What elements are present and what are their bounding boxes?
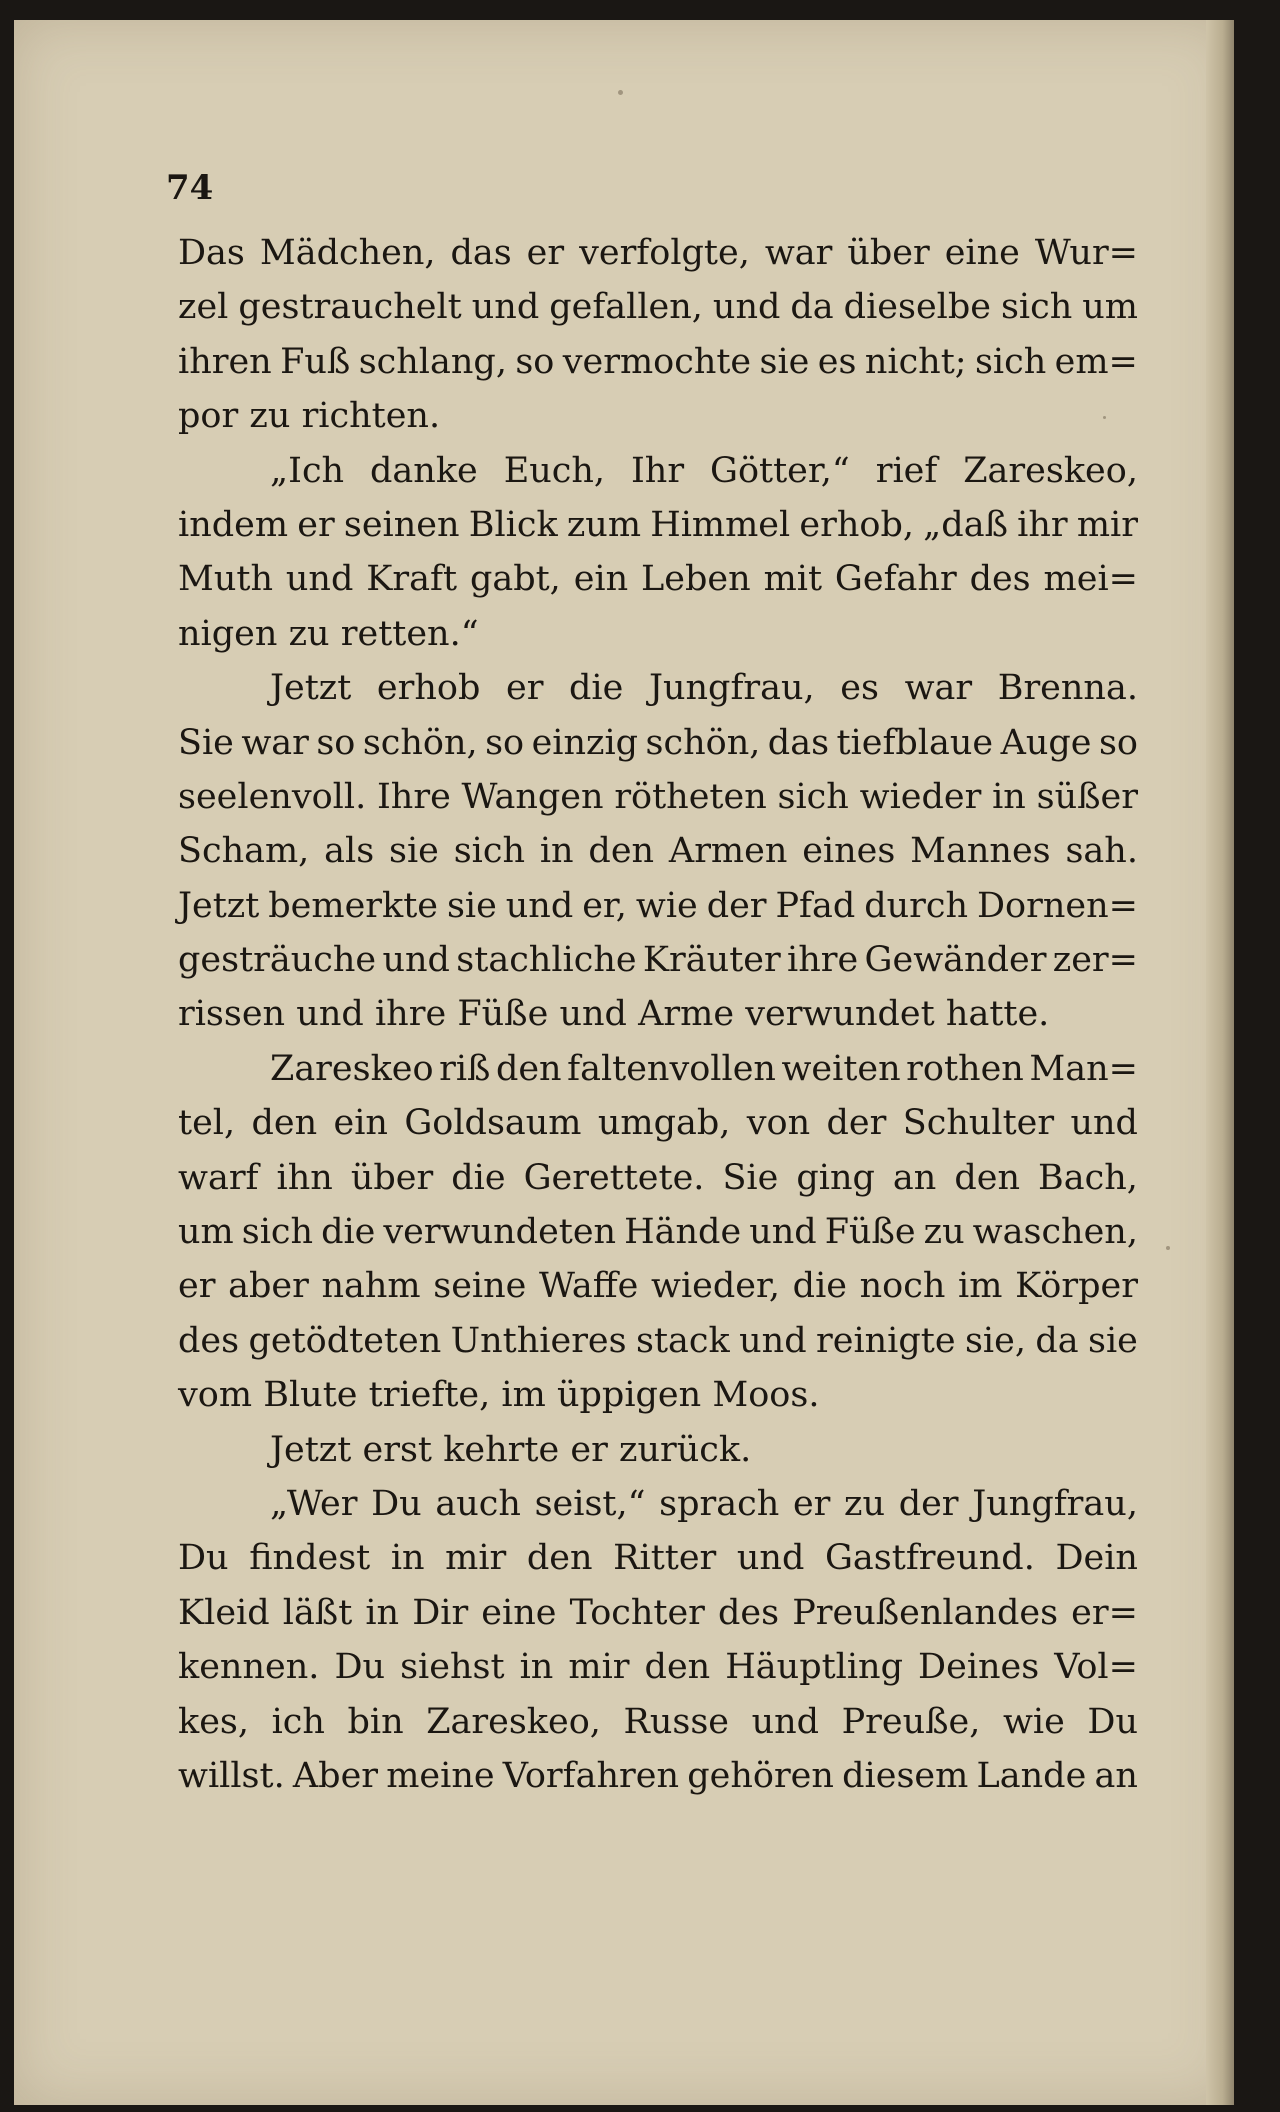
word: der <box>706 885 767 926</box>
word: so <box>485 722 525 763</box>
word: Tochter <box>569 1592 705 1633</box>
word: wieder <box>859 776 982 817</box>
word: Schulter <box>902 1103 1055 1144</box>
word: Das <box>178 233 245 273</box>
word: em= <box>1054 341 1138 382</box>
word: aber <box>228 1266 309 1307</box>
word: „Wer <box>270 1483 358 1524</box>
word: bin <box>347 1701 404 1742</box>
word: den <box>644 1647 711 1688</box>
word: Hände <box>624 1212 742 1253</box>
word: des <box>718 1592 780 1633</box>
word: ein <box>333 1103 388 1144</box>
word: por <box>178 396 239 437</box>
word: zu <box>844 1483 886 1524</box>
word: Jetzt <box>270 1429 352 1470</box>
word: Füße <box>824 1212 916 1253</box>
word: eine <box>944 233 1020 273</box>
word: Jungfrau, <box>972 1483 1138 1524</box>
word: dieselbe <box>843 287 991 328</box>
word: und <box>505 885 574 926</box>
word: so <box>515 341 555 382</box>
word: seinen <box>343 504 460 545</box>
paper-speck <box>618 90 623 95</box>
word: und <box>739 1320 807 1361</box>
word: kes, <box>178 1701 250 1742</box>
text-line <box>178 1368 1138 1422</box>
word: erst <box>362 1429 432 1470</box>
word: Ihre <box>376 776 451 817</box>
word: war <box>241 722 309 763</box>
body-text <box>178 226 1138 1803</box>
word: an <box>1094 1755 1138 1796</box>
word: ihre <box>374 994 447 1035</box>
word: mir <box>1076 504 1138 545</box>
word: Preußenlandes <box>792 1592 1059 1633</box>
text-line <box>178 1477 1138 1531</box>
word: weiten <box>781 1048 901 1089</box>
word: und <box>749 1212 817 1253</box>
word: der <box>898 1483 959 1524</box>
word: schön, <box>645 722 761 763</box>
word: ihr <box>1017 504 1068 545</box>
text-line <box>178 335 1138 389</box>
word: „Ich <box>270 450 345 491</box>
text-line <box>178 987 1138 1041</box>
word: nigen <box>178 613 278 654</box>
word: durch <box>864 885 969 926</box>
word: stack <box>636 1320 730 1361</box>
word: Gastfreund. <box>824 1538 1035 1579</box>
word: er <box>297 504 335 545</box>
word: Dornen= <box>976 885 1138 926</box>
word: richten. <box>301 396 441 437</box>
text-line <box>178 498 1138 552</box>
word: Deines <box>918 1647 1040 1688</box>
word: das <box>767 722 830 763</box>
word: den <box>251 1103 318 1144</box>
word: Arme <box>638 994 735 1035</box>
word: er <box>570 1429 608 1470</box>
word: wie <box>635 885 698 926</box>
word: Jungfrau, <box>648 668 815 709</box>
word: Gefahr <box>834 559 957 600</box>
word: danke <box>370 450 478 491</box>
word: im <box>501 1375 546 1416</box>
word: Ihr <box>630 450 685 491</box>
text-line <box>178 1151 1138 1205</box>
word: Füße <box>457 994 549 1035</box>
word: Du <box>1087 1701 1138 1742</box>
text-line <box>178 824 1138 878</box>
word: auch <box>435 1483 521 1524</box>
word: Himmel <box>650 504 791 545</box>
word: des <box>178 1320 240 1361</box>
word: tiefblaue <box>836 722 994 763</box>
word: zu <box>288 613 330 654</box>
word: sie <box>446 885 497 926</box>
word: rothen <box>906 1048 1024 1089</box>
text-line <box>178 1314 1138 1368</box>
word: diesem <box>842 1755 969 1796</box>
word: schön, <box>362 722 478 763</box>
text-line <box>178 1531 1138 1585</box>
word: läßt <box>282 1592 353 1633</box>
word: sah. <box>1065 831 1138 872</box>
text-line <box>178 661 1138 715</box>
word: gesträuche <box>178 940 377 981</box>
word: hatte. <box>945 994 1050 1035</box>
word: mir <box>445 1538 507 1579</box>
word: die <box>451 1157 506 1198</box>
word: Brenna. <box>997 668 1138 709</box>
word: da <box>790 287 834 328</box>
word: Gerettete. <box>523 1157 705 1198</box>
word: Bach, <box>1038 1157 1138 1198</box>
text-line <box>178 607 1138 661</box>
word: Blute <box>263 1375 358 1416</box>
word: gefallen, <box>549 287 703 328</box>
word: und <box>296 994 364 1035</box>
text-line <box>178 1695 1138 1749</box>
word: den <box>954 1157 1021 1198</box>
word: zu <box>923 1212 965 1253</box>
word: Wangen <box>461 776 604 817</box>
word: süßer <box>1036 776 1138 817</box>
word: ich <box>271 1701 325 1742</box>
word: mit <box>763 559 823 600</box>
word: in <box>365 1592 400 1633</box>
text-line <box>178 1205 1138 1259</box>
word: Dein <box>1055 1538 1138 1579</box>
word: willst. <box>178 1755 285 1796</box>
text-line <box>178 1640 1138 1694</box>
word: in <box>992 776 1026 817</box>
text-line <box>178 1586 1138 1640</box>
text-line <box>178 226 1138 280</box>
word: wieder, <box>651 1266 781 1307</box>
word: um <box>178 1212 234 1253</box>
word: und <box>1070 1103 1138 1144</box>
word: im <box>958 1266 1003 1307</box>
word: sich <box>1000 287 1073 328</box>
word: in <box>539 831 574 872</box>
word: zer= <box>1052 940 1138 981</box>
word: retten.“ <box>340 613 479 654</box>
word: Preuße, <box>841 1701 981 1742</box>
word: er <box>178 1266 216 1307</box>
word: verwundeten <box>383 1212 617 1253</box>
word: Du <box>371 1483 422 1524</box>
word: er <box>526 233 565 273</box>
word: Zareskeo <box>270 1048 434 1089</box>
text-line <box>178 933 1138 987</box>
word: den <box>495 1048 562 1089</box>
word: zu <box>249 396 291 437</box>
text-line <box>178 389 1138 443</box>
word: den <box>526 1538 593 1579</box>
word: seine <box>433 1266 527 1307</box>
word: da <box>1035 1320 1079 1361</box>
word: Mannes <box>910 831 1051 872</box>
word: ein <box>573 559 629 600</box>
word: warf <box>178 1157 259 1198</box>
word: den <box>588 831 655 872</box>
word: erhob <box>376 668 481 709</box>
word: Wur= <box>1034 233 1138 273</box>
word: zel <box>178 287 229 328</box>
word: Russe <box>623 1701 729 1742</box>
text-line <box>178 770 1138 824</box>
word: Sie <box>722 1157 779 1198</box>
word: mei= <box>1043 559 1138 600</box>
word: einzig <box>531 722 639 763</box>
word: seist,“ <box>534 1483 646 1524</box>
word: Zareskeo, <box>963 450 1138 491</box>
text-line <box>178 716 1138 770</box>
word: Kräuter <box>642 940 781 981</box>
word: und <box>471 287 540 328</box>
word: ihn <box>276 1157 333 1198</box>
word: Mädchen, <box>259 233 436 273</box>
word: Du <box>334 1647 386 1688</box>
word: gestrauchelt <box>238 287 462 328</box>
word: und <box>751 1701 820 1742</box>
word: sie <box>1088 1320 1138 1361</box>
word: Leben <box>641 559 751 600</box>
word: noch <box>859 1266 946 1307</box>
word: Götter,“ <box>710 450 850 491</box>
word: siehst <box>400 1647 505 1688</box>
word: riß <box>439 1048 491 1089</box>
word: waschen, <box>972 1212 1138 1253</box>
word: stachliche <box>456 940 637 981</box>
word: verwundet <box>745 994 935 1035</box>
word: reinigte <box>816 1320 956 1361</box>
word: mir <box>568 1647 630 1688</box>
word: sich <box>777 776 849 817</box>
text-line <box>178 1096 1138 1150</box>
word: und <box>712 287 781 328</box>
word: umgab, <box>597 1103 731 1144</box>
word: Kraft <box>366 559 458 600</box>
word: sie <box>389 831 439 872</box>
word: bemerkte <box>268 885 439 926</box>
word: Sie <box>178 722 234 763</box>
word: zurück. <box>619 1429 752 1470</box>
word: und <box>736 1538 805 1579</box>
word: vermochte <box>562 341 752 382</box>
word: „daß <box>923 504 1008 545</box>
word: in <box>519 1647 554 1688</box>
word: sich <box>453 831 526 872</box>
word: Auge <box>1000 722 1092 763</box>
word: die <box>792 1266 847 1307</box>
word: Ritter <box>613 1538 717 1579</box>
word: Körper <box>1015 1266 1138 1307</box>
paper-speck <box>1166 1246 1170 1250</box>
word: so <box>316 722 356 763</box>
word: rötheten <box>614 776 767 817</box>
word: gehören <box>687 1755 834 1796</box>
word: meine <box>386 1755 495 1796</box>
word: Gewänder <box>864 940 1047 981</box>
word: Fuß <box>280 341 351 382</box>
word: Du <box>178 1538 229 1579</box>
word: nicht; <box>864 341 967 382</box>
word: Armen <box>668 831 788 872</box>
word: sich <box>974 341 1047 382</box>
word: und <box>559 994 627 1035</box>
word: triefte, <box>368 1375 491 1416</box>
word: Euch, <box>503 450 606 491</box>
word: Waffe <box>539 1266 639 1307</box>
word: sie <box>759 341 810 382</box>
word: und <box>382 940 450 981</box>
word: kehrte <box>443 1429 560 1470</box>
text-line <box>178 444 1138 498</box>
word: zum <box>566 504 642 545</box>
word: Man= <box>1029 1048 1138 1089</box>
word: so <box>1098 722 1138 763</box>
word: die <box>321 1212 376 1253</box>
word: ging <box>796 1157 875 1198</box>
word: erhob, <box>799 504 914 545</box>
text-line <box>178 1749 1138 1803</box>
word: Vol= <box>1054 1647 1138 1688</box>
word: Dir <box>412 1592 469 1633</box>
word: des <box>969 559 1031 600</box>
word: über <box>847 233 930 273</box>
word: üppigen <box>556 1375 702 1416</box>
text-line <box>178 879 1138 933</box>
word: sich <box>241 1212 314 1253</box>
word: schlang, <box>358 341 507 382</box>
word: Kleid <box>178 1592 270 1633</box>
word: tel, <box>178 1103 236 1144</box>
word: faltenvollen <box>567 1048 776 1089</box>
word: Vorfahren <box>502 1755 680 1796</box>
text-line <box>178 1259 1138 1313</box>
word: Goldsaum <box>404 1103 582 1144</box>
word: war <box>904 668 973 709</box>
word: es <box>817 341 857 382</box>
word: findest <box>249 1538 371 1579</box>
word: Pfad <box>775 885 856 926</box>
word: Muth <box>178 559 273 600</box>
text-line <box>178 552 1138 606</box>
word: und <box>285 559 354 600</box>
word: vom <box>178 1375 253 1416</box>
word: das <box>450 233 512 273</box>
word: eines <box>802 831 896 872</box>
word: er, <box>582 885 627 926</box>
word: ihren <box>178 341 272 382</box>
word: rissen <box>178 994 286 1035</box>
word: wie <box>1002 1701 1065 1742</box>
word: war <box>764 233 833 273</box>
word: Scham, <box>178 831 310 872</box>
word: von <box>746 1103 811 1144</box>
word: verfolgte, <box>579 233 750 273</box>
word: getödteten <box>248 1320 442 1361</box>
word: nahm <box>321 1266 421 1307</box>
word: kennen. <box>178 1647 320 1688</box>
word: Aber <box>292 1755 379 1796</box>
word: ihre <box>787 940 859 981</box>
book-gutter-shadow <box>1206 20 1234 2105</box>
word: Lande <box>976 1755 1087 1796</box>
word: der <box>826 1103 887 1144</box>
word: Jetzt <box>270 668 352 709</box>
text-line <box>178 1042 1138 1096</box>
word: Zareskeo, <box>426 1701 601 1742</box>
text-line <box>178 280 1138 334</box>
word: es <box>840 668 879 709</box>
word: Moos. <box>712 1375 820 1416</box>
word: Blick <box>468 504 558 545</box>
page-number: 74 <box>166 168 214 208</box>
word: eine <box>481 1592 557 1633</box>
word: sprach <box>659 1483 780 1524</box>
word: über <box>350 1157 434 1198</box>
word: die <box>569 668 624 709</box>
word: Häuptling <box>725 1647 903 1688</box>
word: gabt, <box>469 559 561 600</box>
word: Jetzt <box>178 885 260 926</box>
text-line <box>178 1423 1138 1477</box>
word: als <box>324 831 375 872</box>
word: er= <box>1071 1592 1138 1633</box>
word: um <box>1082 287 1138 328</box>
word: sie, <box>964 1320 1026 1361</box>
word: Unthieres <box>450 1320 627 1361</box>
word: er <box>792 1483 831 1524</box>
word: indem <box>178 504 289 545</box>
word: seelenvoll. <box>178 776 367 817</box>
word: an <box>892 1157 937 1198</box>
word: er <box>505 668 544 709</box>
word: in <box>390 1538 425 1579</box>
word: rief <box>875 450 938 491</box>
